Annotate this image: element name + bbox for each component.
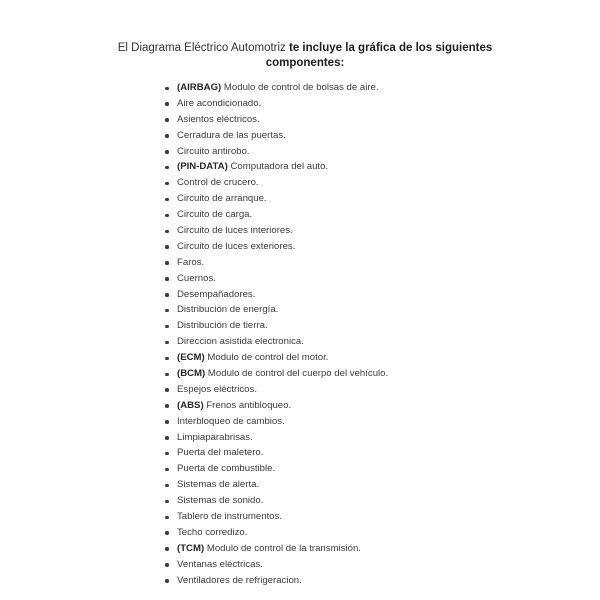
bullet-icon — [165, 166, 169, 170]
list-item — [165, 557, 388, 573]
list-item — [165, 509, 388, 525]
bullet-icon — [165, 118, 169, 122]
list-item — [165, 477, 388, 493]
list-item-text: Modulo de control del motor. — [204, 352, 329, 364]
list-item-text: Direccion asistida electronica. — [177, 336, 304, 348]
bullet-icon — [165, 293, 169, 297]
bullet-icon — [165, 150, 169, 154]
bullet-icon — [165, 245, 169, 249]
list-item — [165, 430, 388, 446]
list-item-abbreviation: (TCM) — [177, 542, 205, 554]
bullet-icon — [165, 404, 169, 408]
list-item-text: Sistemas de sonido. — [177, 495, 264, 507]
list-item — [165, 80, 388, 96]
list-item — [165, 175, 388, 191]
bullet-icon — [165, 230, 169, 234]
list-item — [165, 366, 388, 382]
bullet-icon — [165, 309, 169, 313]
list-item — [165, 573, 388, 589]
list-item-text: Cerradura de las puertas. — [177, 129, 286, 141]
list-item-abbreviation: (ABS) — [177, 399, 204, 411]
list-item-text: Ventiladores de refrigeracion. — [177, 574, 302, 586]
list-item — [165, 398, 388, 414]
list-item — [165, 96, 388, 112]
list-item-text: Limpiaparabrisas. — [177, 431, 253, 443]
bullet-icon — [165, 531, 169, 535]
bullet-icon — [165, 182, 169, 186]
list-item — [165, 334, 388, 350]
bullet-icon — [165, 373, 169, 377]
list-item — [165, 414, 388, 430]
list-item-text: Distribución de tierra. — [177, 320, 268, 332]
list-item-text: Control de crucero. — [177, 177, 259, 189]
list-item — [165, 255, 388, 271]
list-item — [165, 493, 388, 509]
list-item-abbreviation: (ECM) — [177, 352, 205, 364]
list-item-text: Tablero de instrumentos. — [177, 511, 283, 523]
bullet-icon — [165, 102, 169, 106]
bullet-icon — [165, 468, 169, 472]
bullet-icon — [165, 87, 169, 91]
list-item-text: Puerta del maletero. — [177, 447, 264, 459]
bullet-icon — [165, 500, 169, 504]
list-item — [165, 271, 388, 287]
component-list — [165, 80, 388, 589]
list-item-abbreviation: (BCM) — [177, 368, 206, 380]
list-item-text: Circuito de arranque. — [177, 193, 267, 205]
list-item — [165, 144, 388, 160]
list-item-text: Distribución de energía. — [177, 304, 279, 316]
intro-plain-text: El Diagrama Eléctrico Automotriz — [117, 42, 290, 54]
bullet-icon — [165, 277, 169, 281]
list-item-text: Cuernos. — [177, 272, 216, 284]
list-item-text: Sistemas de alerta. — [177, 479, 260, 491]
bullet-icon — [165, 388, 169, 392]
bullet-icon — [165, 341, 169, 345]
list-item-text: Circuito de luces interiores. — [177, 225, 293, 237]
bullet-icon — [165, 325, 169, 329]
bullet-icon — [165, 579, 169, 583]
list-item-text: Techo corredizo. — [177, 526, 248, 538]
bullet-icon — [165, 484, 169, 488]
list-item-text: Asientos eléctricos. — [177, 113, 260, 125]
list-item — [165, 223, 388, 239]
intro-paragraph — [110, 41, 500, 71]
list-item-text: Circuito de luces exteriores. — [177, 240, 296, 252]
list-item-text: Espejos eléctricos. — [177, 383, 257, 395]
list-item-text: Aire acondicionado. — [177, 97, 262, 109]
list-item — [165, 159, 388, 175]
bullet-icon — [165, 420, 169, 424]
list-item-abbreviation: (PIN-DATA) — [177, 161, 228, 173]
list-item — [165, 525, 388, 541]
bullet-icon — [165, 436, 169, 440]
bullet-icon — [165, 357, 169, 361]
list-item — [165, 239, 388, 255]
list-item — [165, 287, 388, 303]
bullet-icon — [165, 214, 169, 218]
list-item-text: Ventanas eléctricas. — [177, 558, 263, 570]
list-item — [165, 128, 388, 144]
bullet-icon — [165, 261, 169, 265]
list-item — [165, 350, 388, 366]
list-item — [165, 302, 388, 318]
list-item-text: Faros. — [177, 256, 205, 268]
list-item — [165, 191, 388, 207]
bullet-icon — [165, 563, 169, 567]
bullet-icon — [165, 452, 169, 456]
list-item — [165, 445, 388, 461]
bullet-icon — [165, 547, 169, 551]
list-item-text: Puerta de combustible. — [177, 463, 276, 475]
list-item — [165, 112, 388, 128]
list-item-text: Frenos antibloqueo. — [203, 399, 292, 411]
list-item-text: Modulo de control del cuerpo del vehículo. — [205, 368, 389, 380]
list-item — [165, 541, 388, 557]
list-item — [165, 461, 388, 477]
list-item — [165, 207, 388, 223]
list-item-text: Computadora del auto. — [227, 161, 329, 173]
bullet-icon — [165, 134, 169, 138]
list-item-text: Circuito antirobo. — [177, 145, 250, 157]
list-item-text: Desempañadores. — [177, 288, 256, 300]
intro-bold-text: te incluye la gráfica de los siguientes — [289, 42, 493, 54]
list-item-text: Circuito de carga. — [177, 209, 253, 221]
bullet-icon — [165, 516, 169, 520]
list-item-text: Interbloqueo de cambios. — [177, 415, 285, 427]
list-item-text: Modulo de control de bolsas de aire. — [221, 82, 379, 93]
intro-bold-text-line2: componentes: — [265, 57, 345, 69]
list-item-text: Modulo de control de la transmisión. — [204, 542, 361, 554]
bullet-icon — [165, 198, 169, 202]
list-item — [165, 382, 388, 398]
list-item-abbreviation: (AIRBAG) — [177, 82, 222, 93]
list-item — [165, 318, 388, 334]
